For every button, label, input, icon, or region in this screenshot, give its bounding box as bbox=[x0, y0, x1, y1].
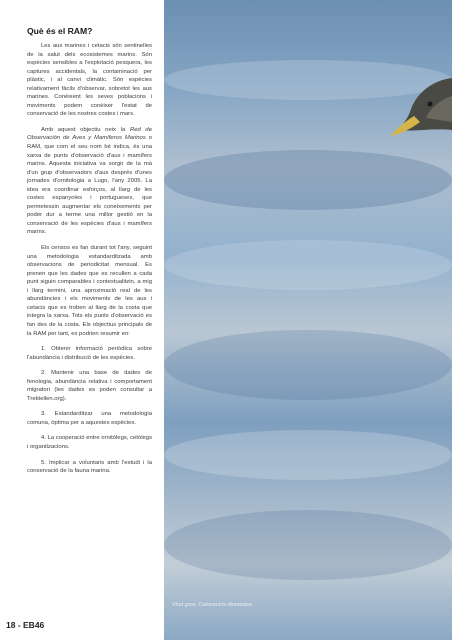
ram-origin-text-2: o RAM, que com el seu nom bé indica, és una xarxa de punts d'observació d'aus i mamífers marins. Aquesta iniciativa va sorgir de la mà d'un grup d'observadors d'aus després d'unes jornades d'ornitologia a Lugo, l'any 2005. La idea era coordinar esforços, al llarg de les costes espanyoles i portugueses, que permetessin augmentar els coneixements per poder dur a terme una millor gestió en la conservació de les espècies d'aus i mamífers marins. bbox=[27, 135, 152, 236]
paragraph-ram-origin bbox=[27, 126, 152, 237]
objective-item-1: 1. Obtenir informació periòdica sobre l'abundància i distribució de les espècies. bbox=[27, 346, 152, 361]
photo-caption: Virot gros, Calonectris diomedea bbox=[172, 602, 252, 608]
seabird-photo bbox=[164, 0, 452, 640]
article-column bbox=[27, 26, 152, 483]
objective-item-2: 2. Mantenir una base de dades de fenologia, abundància relativa i comportament migratori (les dades es poden consultar a Trektellen.org). bbox=[27, 370, 152, 402]
page-number: 18 - EB46 bbox=[6, 620, 45, 630]
ram-full-name: Red de Observación de Aves y Mamíferos Marinos bbox=[27, 126, 152, 142]
paragraph-methodology: Els censos es fan durant tot l'any, seguint una metodologia estandarditzada amb observacions de periodicitat mensual. Es prenen que les dades que es recullen a cada punt siguin comparables i contextualitzin, a mig i llarg termini, una aproximació real de les abundàncies i els moviments de les aus i cetacis que es troben al llarg de la costa que integra la xarxa. Tots els punts d'observació es fan des de la costa. Els objectius principals de la RAM per tant, es podrien resumir en: bbox=[27, 245, 152, 337]
ram-origin-text-1: Amb aquest objectiu neix la bbox=[41, 126, 130, 133]
objective-item-4: 4. La cooperació entre ornitòlegs, cetòlegs i organitzacions. bbox=[27, 435, 153, 450]
article-heading: Què és el RAM? bbox=[27, 26, 93, 36]
objective-item-3: 3. Estandarditzar una metodologia comuna, òptima per a aquestes espècies. bbox=[27, 411, 152, 426]
shearwater-head-icon bbox=[164, 0, 452, 640]
objective-item-5: 5. Implicar a voluntaris amb l'estudi i la conservació de la fauna marina. bbox=[27, 459, 152, 475]
paragraph-intro: Les aus marines i cetacis són sentinelles de la salut dels ecosistemes marins. Són espècies sensibles a l'explotació pesquera, les captures accidentals, la contaminació per plàstic, i al canvi climàtic. Són espècies relativament fàcils d'observar, sobretot les aus marines. Conèixent les seves poblacions i moviments podem conèixer l'estat de conservació de les nostres costes i mars. bbox=[27, 43, 152, 118]
